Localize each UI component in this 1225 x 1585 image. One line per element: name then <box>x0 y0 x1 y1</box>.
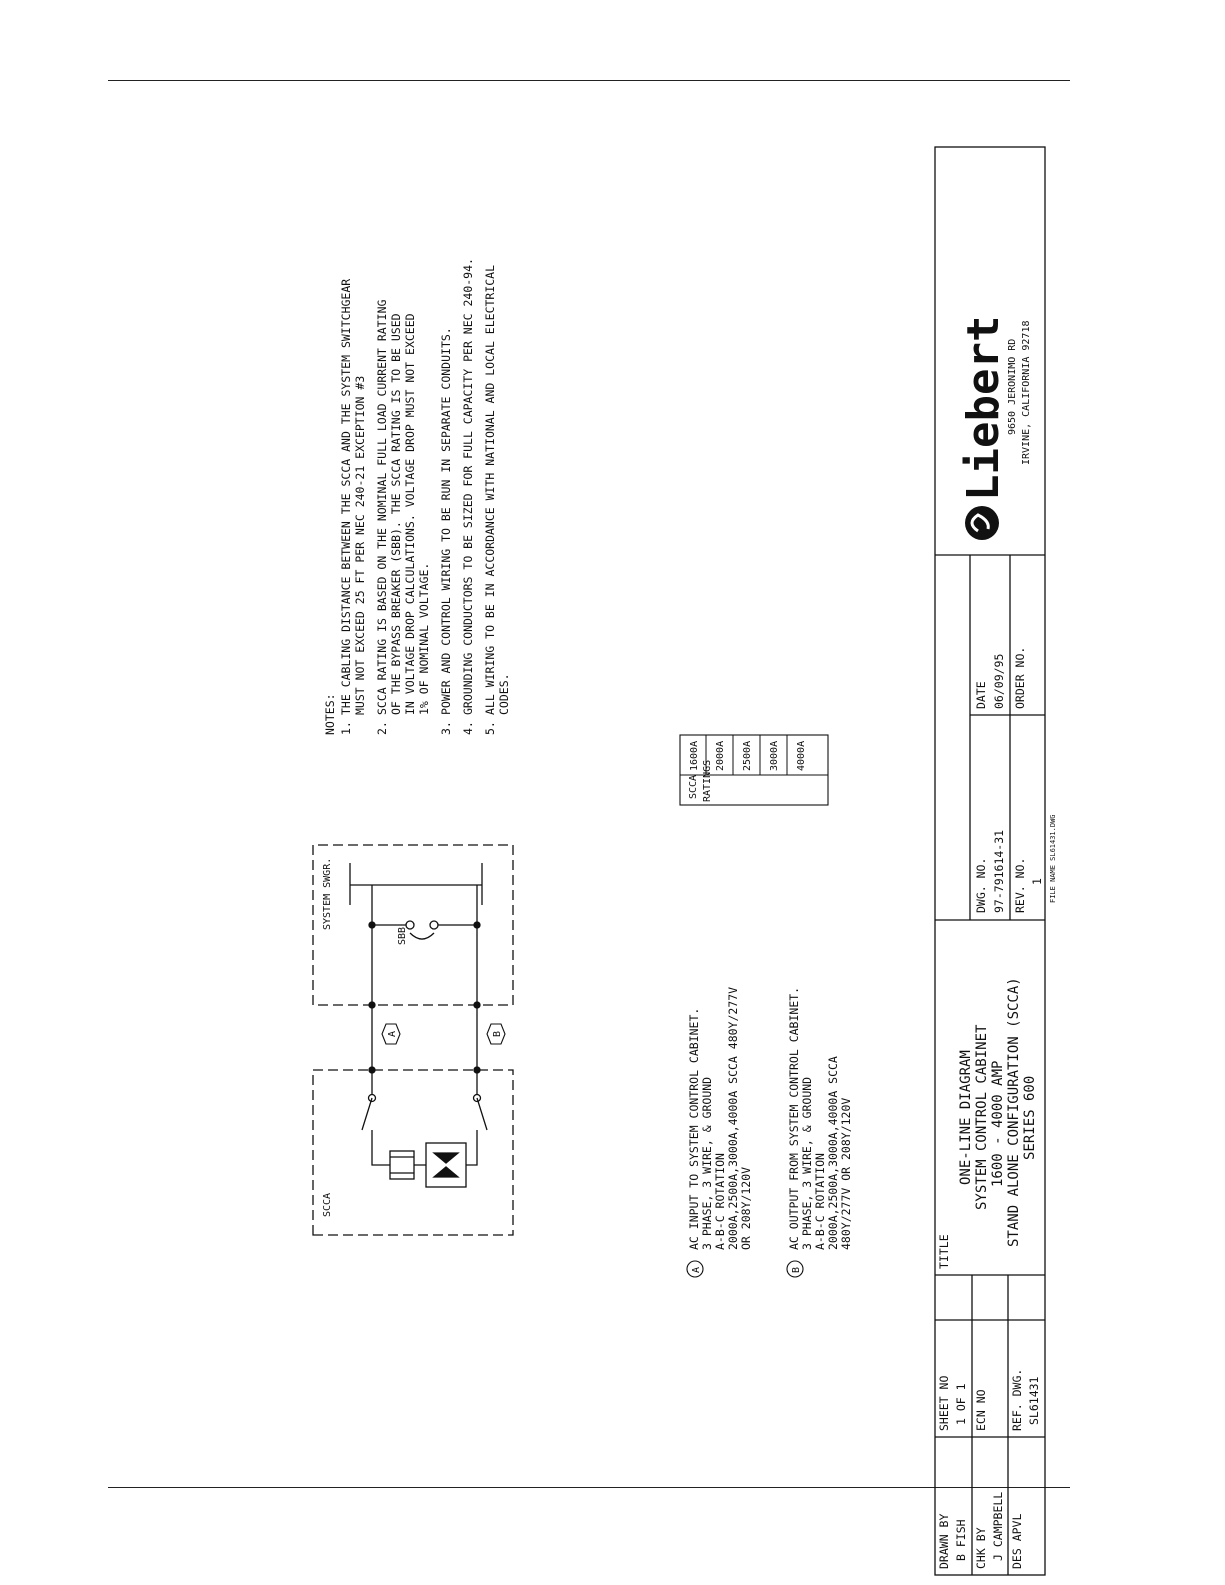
scca-static-switch <box>426 1143 466 1187</box>
title-line-5: SERIES 600 <box>1022 1075 1038 1160</box>
ratings-heading-1: SCCA <box>688 774 699 799</box>
legend-a-line-1: AC INPUT TO SYSTEM CONTROL CABINET. <box>687 1007 701 1250</box>
drawn-by-label: DRAWN BY <box>937 1513 951 1569</box>
one-line-diagram <box>313 845 513 1235</box>
note-4-line-1: GROUNDING CONDUCTORS TO BE SIZED FOR FULL CAPACITY PER NEC 240-94. <box>461 258 475 715</box>
title-line-2: SYSTEM CONTROL CABINET <box>974 1024 990 1210</box>
legend-a-letter: A <box>691 1266 702 1273</box>
legend-a-line-2: 3 PHASE, 3 WIRE, & GROUND <box>700 1076 714 1250</box>
liebert-logo <box>958 316 1032 540</box>
notes-heading: NOTES: <box>323 693 337 735</box>
scca-switch-blade-a <box>362 1098 372 1130</box>
legend-a-line-4: 2000A,2500A,3000A,4000A SCCA 480Y/277V <box>726 986 740 1250</box>
note-2-line-4: 1% OF NOMINAL VOLTAGE. <box>417 562 431 715</box>
note-1-number: 1. <box>339 721 353 735</box>
legend-a-line-3: A-B-C ROTATION <box>713 1153 727 1250</box>
title-block-text <box>937 316 1057 1569</box>
scca-switch-blade-b <box>477 1098 487 1130</box>
junction-dot <box>474 1067 480 1073</box>
note-4-number: 4. <box>461 721 475 735</box>
sbb-contact <box>430 921 438 929</box>
date-label: DATE <box>974 681 988 709</box>
ref-dwg-label: REF. DWG. <box>1010 1368 1024 1431</box>
note-5-line-2: CODES. <box>497 673 511 715</box>
rating-value: 3000A <box>769 740 780 771</box>
file-name: FILE NAME SL61431.DWG <box>1049 814 1057 903</box>
address-line-1: 9650 JERONIMO RD <box>1007 338 1018 435</box>
legend-a <box>687 987 753 1277</box>
company-name: Liebert <box>958 315 1009 501</box>
scca-fuse <box>390 1151 414 1179</box>
drawing-sheet <box>310 150 1055 1585</box>
marker-a-letter: A <box>387 1030 398 1037</box>
top-rule <box>108 80 1070 81</box>
swgr-label: SYSTEM SWGR. <box>322 857 333 930</box>
rating-value: 4000A <box>796 740 807 771</box>
note-2-line-2: OF THE BYPASS BREAKER (SBB). THE SCCA RATING IS TO BE USED <box>389 313 403 715</box>
note-1-line-1: THE CABLING DISTANCE BETWEEN THE SCCA AND THE SYSTEM SWITCHGEAR <box>339 278 353 715</box>
des-apvl-label: DES APVL <box>1010 1513 1024 1569</box>
drawn-by-value: B FISH <box>954 1519 968 1561</box>
legend-b-line-1: AC OUTPUT FROM SYSTEM CONTROL CABINET. <box>787 986 801 1250</box>
sheet-no-label: SHEET NO <box>937 1375 951 1431</box>
title-line-1: ONE-LINE DIAGRAM <box>958 1050 974 1185</box>
rev-no-label: REV. NO. <box>1013 857 1027 913</box>
junction-dot <box>474 1002 480 1008</box>
notes-block <box>323 258 511 735</box>
note-5-number: 5. <box>483 721 497 735</box>
sheet-no-value: 1 OF 1 <box>954 1383 968 1425</box>
chk-by-label: CHK BY <box>974 1527 988 1569</box>
legend-b-line-3: A-B-C ROTATION <box>813 1153 827 1250</box>
ratings-heading-2: RATINGS <box>702 759 713 802</box>
note-1-line-2: MUST NOT EXCEED 25 FT PER NEC 240-21 EXCEPTION #3 <box>353 375 367 715</box>
ecn-no-label: ECN NO <box>974 1389 988 1431</box>
legend-b-line-5: 480Y/277V OR 208Y/120V <box>839 1097 853 1250</box>
date-value: 06/09/95 <box>992 653 1006 709</box>
ratings-table <box>680 735 828 805</box>
ref-dwg-value: SL61431 <box>1027 1376 1041 1425</box>
legend-b-line-4: 2000A,2500A,3000A,4000A SCCA <box>826 1056 840 1250</box>
dwg-no-value: 97-791614-31 <box>992 829 1006 913</box>
rating-value: 2000A <box>715 740 726 771</box>
legend-b-letter: B <box>791 1266 802 1273</box>
legend-b-line-2: 3 PHASE, 3 WIRE, & GROUND <box>800 1076 814 1250</box>
title-label: TITLE <box>937 1234 951 1269</box>
junction-dot <box>369 1002 375 1008</box>
rating-value: 2500A <box>742 740 753 771</box>
order-no-label: ORDER NO. <box>1013 646 1027 709</box>
note-2-number: 2. <box>375 721 389 735</box>
note-2-line-3: IN VOLTAGE DROP CALCULATIONS. VOLTAGE DROP MUST NOT EXCEED <box>403 313 417 715</box>
junction-dot <box>369 1067 375 1073</box>
marker-b-letter: B <box>492 1030 503 1037</box>
sbb-arc <box>410 933 434 939</box>
note-3-number: 3. <box>439 721 453 735</box>
chk-by-value: J CAMPBELL <box>991 1491 1005 1561</box>
sbb-label: SBB <box>397 926 408 945</box>
scca-label: SCCA <box>322 1192 333 1217</box>
title-line-4: STAND ALONE CONFIGURATION (SCCA) <box>1006 977 1022 1247</box>
rating-value: 1600A <box>689 740 700 771</box>
liebert-logo-mark <box>965 506 999 540</box>
address-line-2: IRVINE, CALIFORNIA 92718 <box>1021 320 1032 465</box>
note-5-line-1: ALL WIRING TO BE IN ACCORDANCE WITH NATIONAL AND LOCAL ELECTRICAL <box>483 264 497 715</box>
legend-b <box>787 987 853 1277</box>
note-3-line-1: POWER AND CONTROL WIRING TO BE RUN IN SEPARATE CONDUITS. <box>439 327 453 715</box>
note-2-line-1: SCCA RATING IS BASED ON THE NOMINAL FULL LOAD CURRENT RATING <box>375 299 389 715</box>
legend-a-line-5: OR 208Y/120V <box>739 1166 753 1250</box>
dwg-no-label: DWG. NO. <box>974 857 988 913</box>
rev-no-value: 1 <box>1030 878 1044 885</box>
title-line-3: 1600 - 4000 AMP <box>990 1060 1006 1187</box>
